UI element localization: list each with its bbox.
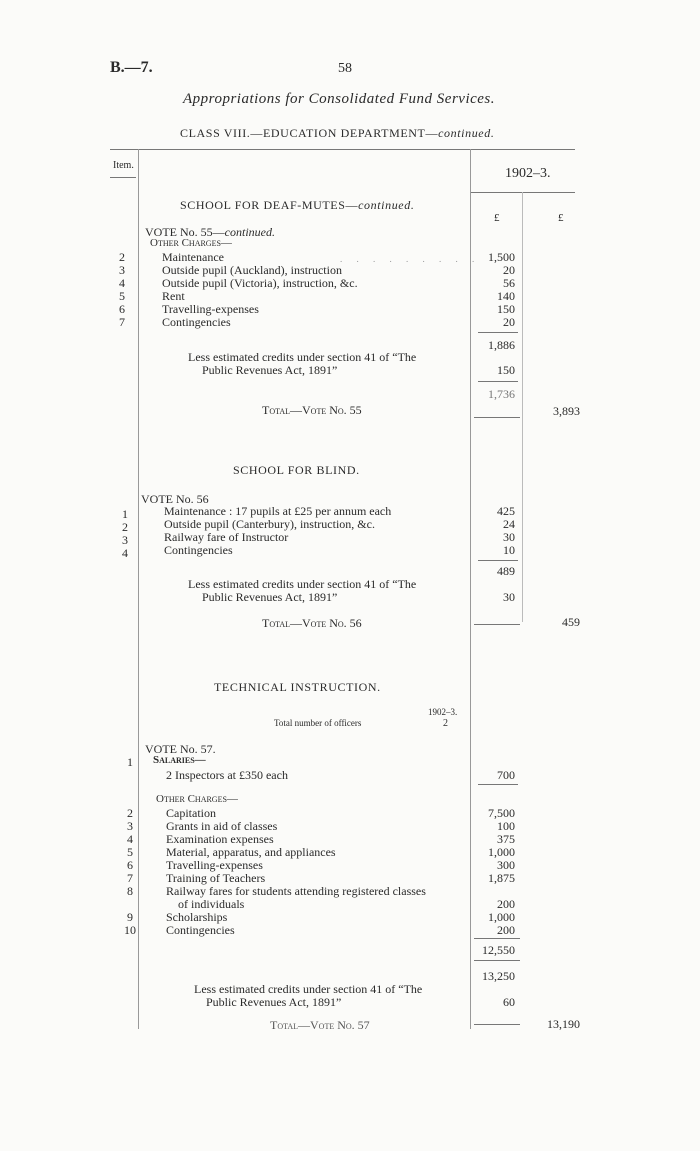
item-amount: 200 xyxy=(497,897,515,911)
salary-rule xyxy=(478,784,518,785)
blind-subtotal: 489 xyxy=(497,564,515,578)
blind-subtotal-rule xyxy=(478,560,518,561)
item-amount: 1,875 xyxy=(488,871,515,885)
item-amount: 200 xyxy=(497,923,515,937)
item-amount: 140 xyxy=(497,289,515,303)
item-number: 3 xyxy=(127,819,133,833)
blind-less-credits-1: Less estimated credits under section 41 of “The xyxy=(188,577,417,591)
leader-dots: . . . . . . . . . xyxy=(340,254,481,264)
blind-less-credits-2: Public Revenues Act, 1891” xyxy=(202,590,338,604)
item-number: 4 xyxy=(127,832,133,846)
salary-item-number: 1 xyxy=(127,755,133,769)
item-number: 7 xyxy=(127,871,133,885)
item-description: Railway fares for students attending registered classes xyxy=(166,884,426,898)
item-amount: 7,500 xyxy=(488,806,515,820)
item-description: Travelling-expenses xyxy=(162,302,259,316)
item-description: Material, apparatus, and appliances xyxy=(166,845,336,859)
item-number: 3 xyxy=(119,263,125,277)
tech-heading: TECHNICAL INSTRUCTION. xyxy=(214,680,381,694)
salaries-head: Salaries— xyxy=(153,754,206,766)
deaf-net-rule xyxy=(478,381,518,382)
page-number: 58 xyxy=(338,61,352,76)
item-number: 8 xyxy=(127,884,133,898)
vote-55-total-label: Total—Vote No. 55 xyxy=(262,403,362,417)
vote-57-total: 13,190 xyxy=(547,1017,580,1031)
item-description: Contingencies xyxy=(164,543,233,557)
deaf-net: 1,736 xyxy=(488,387,515,401)
year-column-header: 1902–3. xyxy=(505,166,551,181)
deaf-heading xyxy=(180,198,414,213)
salary-description: 2 Inspectors at £350 each xyxy=(166,768,288,782)
item-number: 10 xyxy=(124,923,136,937)
vote-57-total-label: Total—Vote No. 57 xyxy=(270,1018,370,1032)
vote-56-total: 459 xyxy=(562,615,580,629)
vote-55-cont: continued. xyxy=(224,225,275,239)
vote-55-text: VOTE No. 55— xyxy=(145,225,225,239)
pound-sign-left: £ xyxy=(494,212,500,224)
item-amount: 20 xyxy=(503,263,515,277)
item-amount: 100 xyxy=(497,819,515,833)
tech-other-charges-head: Other Charges— xyxy=(156,793,238,805)
vote-56-total-rule xyxy=(474,624,520,625)
vote-56-total-label: Total—Vote No. 56 xyxy=(262,616,362,630)
item-description: Contingencies xyxy=(166,923,235,937)
item-description: Outside pupil (Canterbury), instruction, &c. xyxy=(164,517,375,531)
item-number: 9 xyxy=(127,910,133,924)
amount-column-divider-mid xyxy=(522,192,523,622)
officers-label: Total number of officers xyxy=(274,718,362,728)
item-number: 5 xyxy=(127,845,133,859)
item-amount: 24 xyxy=(503,517,515,531)
item-amount: 300 xyxy=(497,858,515,872)
item-description: Railway fare of Instructor xyxy=(164,530,289,544)
item-number: 2 xyxy=(119,250,125,264)
item-number: 1 xyxy=(122,507,128,521)
item-description: Maintenance xyxy=(162,250,224,264)
item-description: Contingencies xyxy=(162,315,231,329)
item-number: 4 xyxy=(119,276,125,290)
vote-57-label: VOTE No. 57. xyxy=(145,742,216,756)
tech-other-rule-top xyxy=(474,938,520,939)
deaf-less-credits-1: Less estimated credits under section 41 of “The xyxy=(188,350,417,364)
item-description: Outside pupil (Victoria), instruction, &c. xyxy=(162,276,358,290)
item-description: Scholarships xyxy=(166,910,228,924)
item-description: Grants in aid of classes xyxy=(166,819,278,833)
item-amount: 56 xyxy=(503,276,515,290)
officers-count: 2 xyxy=(443,718,448,729)
top-rule xyxy=(110,149,575,150)
blind-heading: SCHOOL FOR BLIND. xyxy=(233,463,360,477)
doc-reference: B.—7. xyxy=(110,59,153,76)
tech-other-rule-bottom xyxy=(474,960,520,961)
item-number: 5 xyxy=(119,289,125,303)
tech-subtotal: 13,250 xyxy=(482,969,515,983)
item-description: Capitation xyxy=(166,806,216,820)
blind-less-amount: 30 xyxy=(503,590,515,604)
item-description: Rent xyxy=(162,289,185,303)
item-amount: 150 xyxy=(497,302,515,316)
deaf-heading-text: SCHOOL FOR DEAF-MUTES— xyxy=(180,198,359,212)
item-description: Travelling-expenses xyxy=(166,858,263,872)
item-amount: 375 xyxy=(497,832,515,846)
item-number: 6 xyxy=(127,858,133,872)
item-amount: 1,000 xyxy=(488,910,515,924)
class-heading-cont: continued. xyxy=(438,126,495,140)
item-amount: 10 xyxy=(503,543,515,557)
vote-56-label: VOTE No. 56 xyxy=(141,492,209,506)
item-description: Maintenance : 17 pupils at £25 per annum each xyxy=(164,504,392,518)
tech-less-amount: 60 xyxy=(503,995,515,1009)
tech-less-credits-1: Less estimated credits under section 41 of “The xyxy=(194,982,423,996)
item-header-rule xyxy=(110,177,136,178)
pound-sign-right: £ xyxy=(558,212,564,224)
salary-amount: 700 xyxy=(497,768,515,782)
item-amount: 1,500 xyxy=(488,250,515,264)
item-number: 2 xyxy=(127,806,133,820)
class-heading-text: CLASS VIII.—EDUCATION DEPARTMENT— xyxy=(180,126,439,140)
item-number: 2 xyxy=(122,520,128,534)
item-amount: 30 xyxy=(503,530,515,544)
tech-other-total: 12,550 xyxy=(482,943,515,957)
deaf-other-charges-head: Other Charges— xyxy=(150,237,232,249)
item-description-cont: of individuals xyxy=(178,897,245,911)
item-amount: 425 xyxy=(497,504,515,518)
tech-less-credits-2: Public Revenues Act, 1891” xyxy=(206,995,342,1009)
class-heading xyxy=(180,126,494,141)
deaf-subtotal: 1,886 xyxy=(488,338,515,352)
item-number: 7 xyxy=(119,315,125,329)
vote-55-total-rule xyxy=(474,417,520,418)
item-column-header: Item. xyxy=(113,160,134,171)
item-number: 6 xyxy=(119,302,125,316)
item-description: Training of Teachers xyxy=(166,871,266,885)
deaf-heading-cont: continued. xyxy=(358,198,415,212)
item-description: Outside pupil (Auckland), instruction xyxy=(162,263,342,277)
vote-57-total-rule xyxy=(474,1024,520,1025)
page-title: Appropriations for Consolidated Fund Services. xyxy=(183,91,496,107)
item-amount: 20 xyxy=(503,315,515,329)
deaf-subtotal-rule xyxy=(478,332,518,333)
deaf-less-amount: 150 xyxy=(497,363,515,377)
deaf-less-credits-2: Public Revenues Act, 1891” xyxy=(202,363,338,377)
item-amount: 1,000 xyxy=(488,845,515,859)
officers-year-header: 1902–3. xyxy=(428,707,458,717)
vote-55-total: 3,893 xyxy=(553,404,580,418)
item-description: Examination expenses xyxy=(166,832,274,846)
item-number: 4 xyxy=(122,546,128,560)
item-number: 3 xyxy=(122,533,128,547)
